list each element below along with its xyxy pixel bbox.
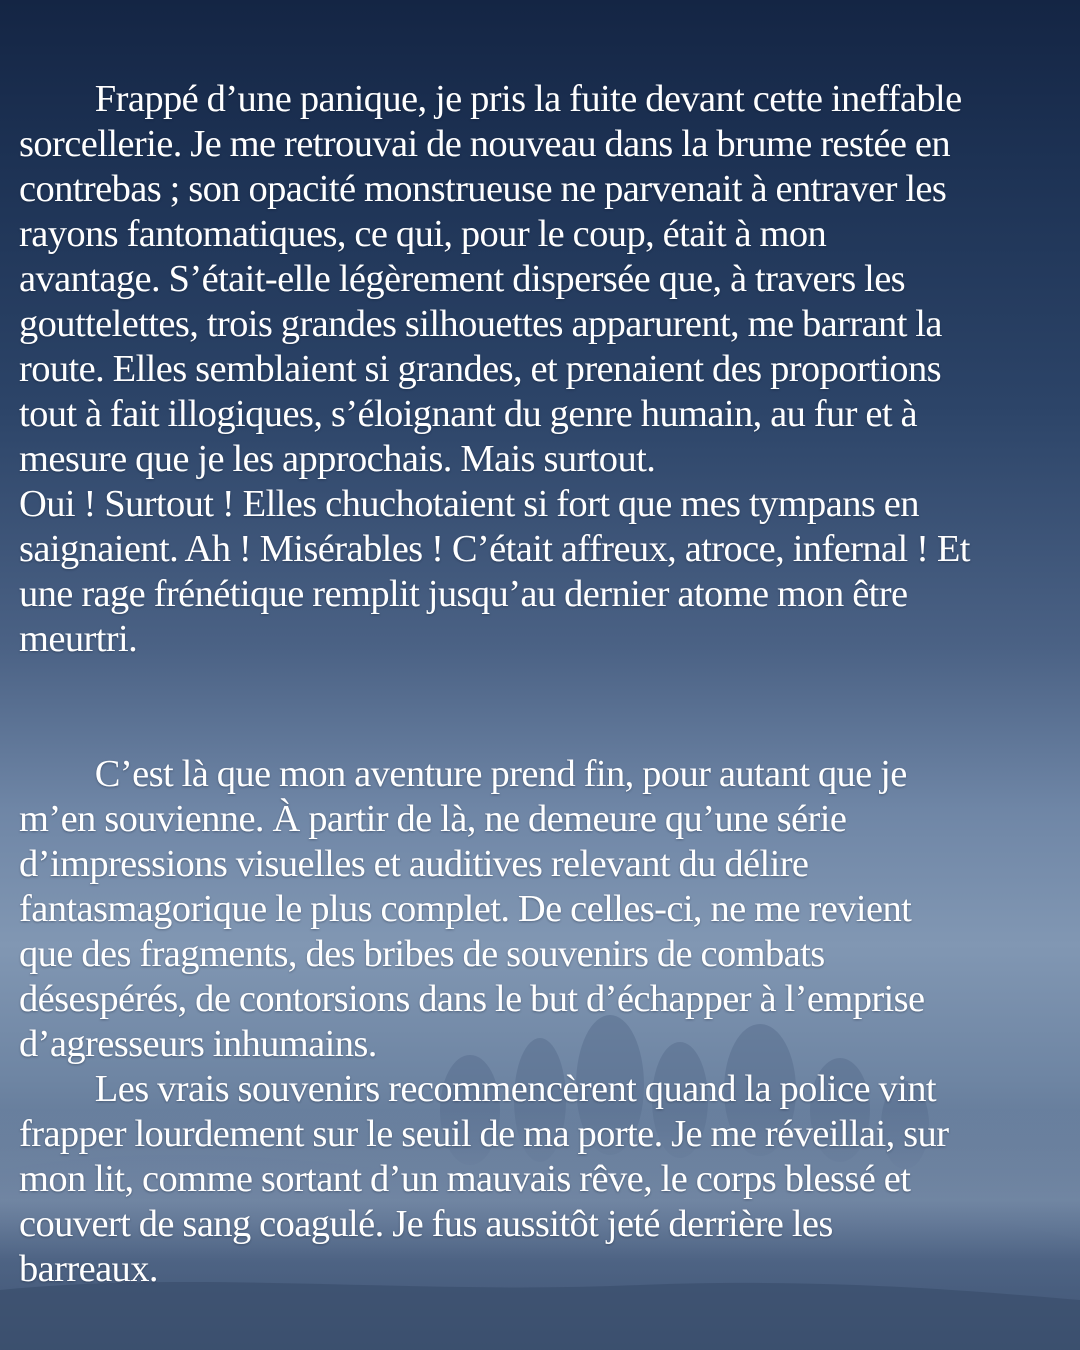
paragraph-fuite: Frappé d’une panique, je pris la fuite devant cette ineffable sorcellerie. Je me retrouvai de nouveau dans la brume restée en contrebas ; son opacité monstrueuse ne parvenait à entraver les rayons fantomatiques, ce qui, pour le coup, était à mon avantage. S’était-elle légèrement dispersée que, à travers les gouttelettes, trois grandes silhouettes apparurent, me barrant la route. Elles semblaient si grandes, et prenaient des proportions tout à fait illogiques, s’éloignant du genre humain, au fur et à mesure que je les approchais. Mais surtout. xyxy=(19,78,962,480)
story-text-top xyxy=(19,77,1064,662)
foreground-grass xyxy=(0,1282,1080,1350)
story-text-bottom xyxy=(19,752,1064,1292)
paragraph-surtout: Oui ! Surtout ! Elles chuchotaient si fort que mes tympans en saignaient. Ah ! Misérables ! C’était affreux, atroce, infernal ! Et une rage frénétique remplit jusqu’au dernier atome mon être meurtri. xyxy=(19,483,970,660)
paragraph-aventure: C’est là que mon aventure prend fin, pour autant que je m’en souvienne. À partir de là, ne demeure qu’une série d’impressions visuelles et auditives relevant du délire fantasmagorique le plus complet. De celles-ci, ne me revient que des fragments, des bribes de souvenirs de combats désespérés, de contorsions dans le but d’échapper à l’emprise d’agresseurs inhumains. xyxy=(19,753,925,1065)
paragraph-souvenirs: Les vrais souvenirs recommencèrent quand la police vint frapper lourdement sur le seuil de ma porte. Je me réveillai, sur mon lit, comme sortant d’un mauvais rêve, le corps blessé et couvert de sang coagulé. Je fus aussitôt jeté derrière les barreaux. xyxy=(19,1068,949,1290)
